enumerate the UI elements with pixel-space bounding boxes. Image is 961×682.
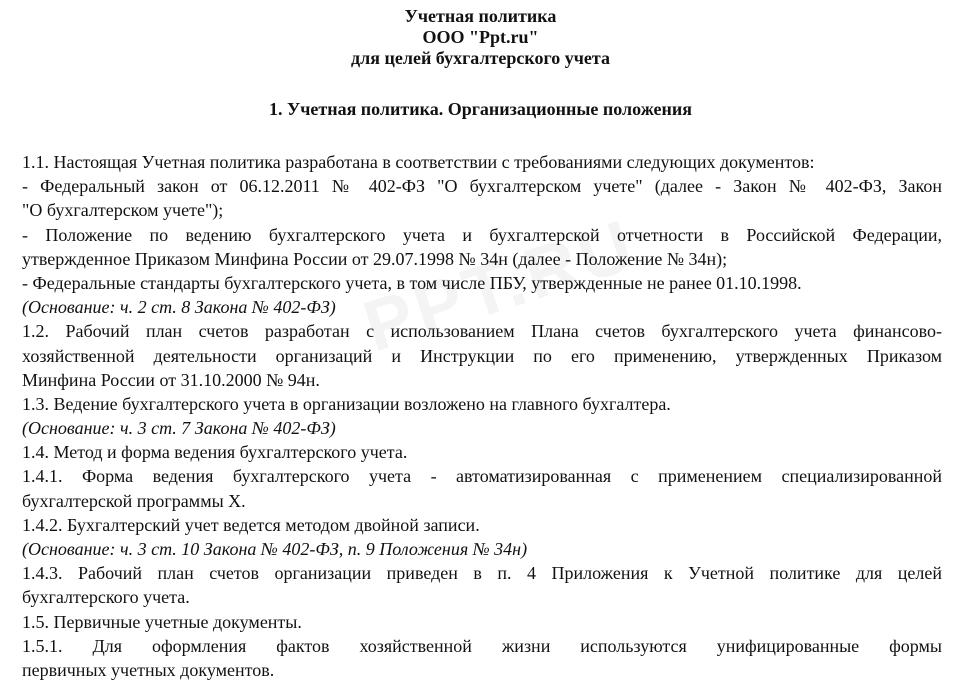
text-line: 1.4.1. Форма ведения бухгалтерского учета - автоматизированная с применением специализированной (22, 466, 942, 487)
text-line: "О бухгалтерском учете"); (22, 200, 224, 221)
text-line: - Федеральный закон от 06.12.2011 № 402-ФЗ "О бухгалтерском учете" (далее - Закон № 402-ФЗ, Закон (22, 176, 942, 197)
header-purpose: для целей бухгалтерского учета (351, 48, 610, 68)
text-line: бухгалтерской программы X. (22, 490, 246, 511)
text-line: 1.4.2. Бухгалтерский учет ведется методом двойной записи. (22, 514, 480, 535)
document-body (22, 150, 942, 682)
basis-note: (Основание: ч. 2 ст. 8 Закона № 402-ФЗ) (22, 297, 336, 318)
text-line: - Положение по ведению бухгалтерского учета и бухгалтерской отчетности в Российской Федерации, (22, 224, 942, 245)
text-line: 1.4.3. Рабочий план счетов организации приведен в п. 4 Приложения к Учетной политике для целей (22, 563, 942, 584)
header-title: Учетная политика (404, 6, 557, 26)
text-line: 1.2. Рабочий план счетов разработан с использованием Плана счетов бухгалтерского учета финансово- (22, 321, 942, 342)
text-line: 1.5. Первичные учетные документы. (22, 611, 302, 632)
text-line: 1.5.1. Для оформления фактов хозяйственной жизни используются унифицированные формы (22, 635, 942, 656)
text-line: - Федеральные стандарты бухгалтерского учета, в том числе ПБУ, утвержденные не ранее 01.10.1998. (22, 272, 802, 293)
text-line: бухгалтерского учета. (22, 587, 190, 608)
text-line: 1.3. Ведение бухгалтерского учета в организации возложено на главного бухгалтера. (22, 393, 671, 414)
text-line: 1.1. Настоящая Учетная политика разработана в соответствии с требованиями следующих документов: (22, 152, 815, 172)
text-line: хозяйственной деятельности организаций и Инструкции по его применению, утвержденных Приказом (22, 345, 942, 366)
basis-note: (Основание: ч. 3 ст. 10 Закона № 402-ФЗ, п. 9 Положения № 34н) (22, 539, 528, 559)
text-line: Минфина России от 31.10.2000 № 94н. (22, 369, 320, 390)
basis-note: (Основание: ч. 3 ст. 7 Закона № 402-ФЗ) (22, 418, 336, 439)
text-line: утвержденное Приказом Минфина России от 29.07.1998 № 34н (далее - Положение № 34н); (22, 248, 728, 269)
text-line: первичных учетных документов. (22, 659, 275, 680)
header-company: ООО "Ppt.ru" (422, 27, 539, 47)
document-header (0, 6, 961, 69)
section-title: 1. Учетная политика. Организационные положения (269, 99, 692, 119)
text-line: 1.4. Метод и форма ведения бухгалтерского учета. (22, 442, 408, 463)
